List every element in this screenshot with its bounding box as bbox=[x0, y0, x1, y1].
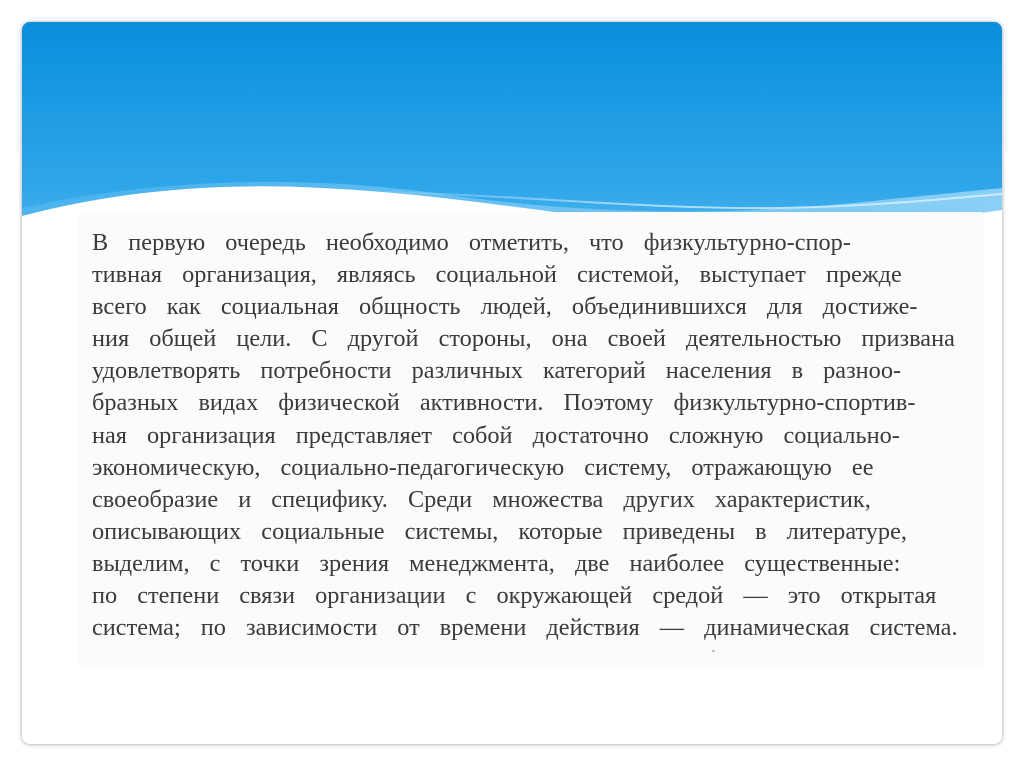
paragraph-line: удовлетворять потребности различных категорий населения в разноо- bbox=[92, 357, 902, 385]
scan-speck bbox=[712, 650, 715, 652]
paragraph-line: всего как социальная общность людей, объединившихся для достиже- bbox=[92, 293, 918, 321]
paragraph-line: своеобразие и специфику. Среди множества других характеристик, bbox=[92, 485, 871, 513]
slide-card bbox=[22, 22, 1002, 744]
paragraph-line: экономическую, социально-педагогическую систему, отражающую ее bbox=[92, 453, 874, 481]
paragraph-line: описывающих социальные системы, которые приведены в литературе, bbox=[92, 517, 907, 545]
paragraph-line: бразных видах физической активности. Поэтому физкультурно-спортив- bbox=[92, 389, 916, 417]
paragraph-line: ная организация представляет собой достаточно сложную социально- bbox=[92, 421, 900, 449]
paragraph-line: ния общей цели. С другой стороны, она своей деятельностью призвана bbox=[92, 325, 955, 353]
paragraph-line: В первую очередь необходимо отметить, что физкультурно-спор- bbox=[92, 229, 851, 256]
paragraph-line: выделим, с точки зрения менеджмента, две наиболее существенные: bbox=[92, 549, 901, 577]
body-paragraph bbox=[92, 227, 972, 644]
paragraph-line: по степени связи организации с окружающей средой — это открытая bbox=[92, 582, 937, 610]
paragraph-line: система; по зависимости от времени действия — динамическая система. bbox=[92, 614, 958, 642]
paragraph-line: тивная организация, являясь социальной системой, выступает прежде bbox=[92, 261, 902, 289]
